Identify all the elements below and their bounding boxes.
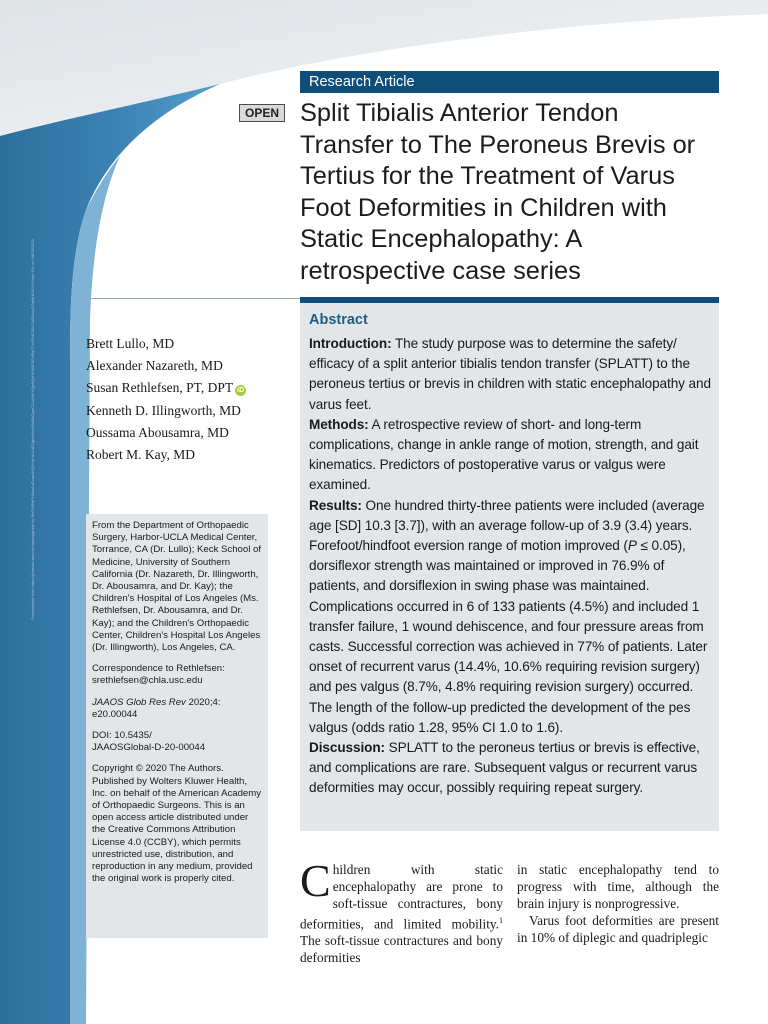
abstract-discussion (309, 738, 711, 799)
author-name: Kenneth D. Illingworth, MD (86, 402, 241, 418)
results-text: One hundred thirty-three patients were included (average age [SD] 10.3 [3.7]), with an average follow-up of 3.9 (3.4) years. Forefoot/hindfoot eversion range of motion improved ( (309, 497, 705, 554)
results-text-continued: ≤ 0.05), dorsiflexor strength was maintained or improved in 76.9% of patients, and dorsiflexion in swing phase was maintained. Complications occurred in 6 of 133 patients (4.5%) and included 1 transfer failure, 1 wound dehiscence, and four pressure areas from casts. Successful correction was achieved in 77% of patients. Later onset of recurrent varus (14.4%, 10.6% requiring revision surgery) and pes valgus (8.7%, 4.8% requiring revision surgery) occurred. The length of the follow-up predicted the development of the pes valgus (odds ratio 1.28, 95% CI 1.0 to 1.6). (309, 538, 708, 735)
author-name: Alexander Nazareth, MD (86, 358, 223, 374)
methods-text: A retrospective review of short- and long-term complications, change in ankle range of motion, strength, and gait kinematics. Predictors of postoperative varus or valgus were examined. (309, 416, 699, 493)
body-paragraph: in static encephalopathy tend to progress with time, although the brain injury is nonprogressive. (517, 862, 719, 911)
journal-name: JAAOS Glob Res Rev (92, 696, 186, 708)
title-rule-left (86, 298, 300, 299)
abstract-methods (309, 415, 711, 496)
reference-link[interactable]: 1 (499, 916, 503, 925)
open-access-badge: OPEN (239, 104, 285, 122)
results-label: Results: (309, 497, 362, 513)
affiliation-text: From the Department of Orthopaedic Surgery, Harbor-UCLA Medical Center, Torrance, CA (Dr. Lullo); Keck School of Medicine, University of Southern California (Dr. Nazareth, Dr. Illingworth, Dr. Abousamra, and Dr. Kay); the Children's Hospital of Los Angeles (Ms. Rethlefsen, Dr. Abousamra, and Dr. Kay); and the Children's Orthopaedic Center, Children's Hospital Los Angeles (Dr. Illingworth), Los Angeles, CA. (92, 520, 262, 654)
author-name: Robert M. Kay, MD (86, 447, 195, 463)
abstract-results (309, 496, 711, 738)
article-info-box (86, 514, 268, 938)
doi-label: DOI: 10.5435/ (92, 730, 152, 742)
methods-label: Methods: (309, 416, 369, 432)
body-paragraph (300, 855, 503, 966)
copyright-text: Copyright © 2020 The Authors. Published by Wolters Kluwer Health, Inc. on behalf of the American Academy of Orthopaedic Surgeons. This is an open access article distributed under the Creative Commons Attribution License 4.0 (CCBY), which permits unrestricted use, distribution, and reproduction in any medium, provided the original work is properly cited. (92, 763, 262, 885)
citation-info: 2020;4: e20.00044 (92, 696, 221, 720)
body-text: hildren with static encephalopathy are prone to soft-tissue contractures, bony deformities, and limited mobility. (300, 862, 503, 932)
correspondence (92, 663, 264, 687)
author-name-text: Susan Rethlefsen, PT, DPT (86, 380, 234, 396)
body-paragraph: Varus foot deformities are present in 10% of diplegic and quadriplegic (517, 913, 719, 945)
correspondence-label: Correspondence to Rethlefsen: (92, 663, 225, 675)
doi-value[interactable]: JAAOSGlobal-D-20-00044 (92, 742, 206, 754)
drop-cap: C (300, 855, 331, 906)
orcid-icon[interactable]: iD (237, 387, 245, 395)
introduction-label: Introduction: (309, 336, 392, 351)
abstract-heading: Abstract (309, 312, 368, 328)
discussion-text: SPLATT to the peroneus tertius or brevis is effective, and complications are rare. Subsequent valgus or recurrent varus deformities may occur, possibly requiring repeat surgery. (309, 740, 700, 796)
author-name: Brett Lullo, MD (86, 336, 175, 351)
doi (92, 730, 264, 754)
correspondence-email[interactable]: srethlefsen@chla.usc.edu (92, 675, 203, 687)
introduction-text: The study purpose was to determine the safety/ efficacy of a split anterior tibialis tendon transfer (SPLATT) to the peroneus tertius or brevis in children with static encephalopathy and varus feet. (309, 336, 711, 412)
p-value-symbol: P (627, 538, 637, 554)
article-title: Split Tibialis Anterior Tendon Transfer to The Peroneus Brevis or Tertius for the Treatment of Varus Foot Deformities in Children with Static Encephalopathy: A retrospective case series (300, 99, 696, 285)
body-text-continued: The soft-tissue contractures and bony deformities (300, 933, 503, 966)
discussion-label: Discussion: (309, 740, 385, 756)
download-watermark-text: Downloaded from https://journals.lww.com/jaaosglobal by BhDMf5ePHKav1zEoum1tQfN4a+kJLhEZgbsIHo4XMi0hCywCX1AWnYQp/IlQrHD3i3D0OdRyi7TvSFl4Cf3VC4/OAVpDDa8KKGKV0Ymy+78= on 04/25/2024 (30, 239, 35, 620)
abstract-introduction (309, 334, 711, 415)
author-list (86, 333, 296, 466)
abstract-panel (300, 303, 719, 831)
journal-citation (92, 697, 264, 721)
body-column-right (517, 861, 719, 946)
article-type-banner: Research Article (300, 71, 719, 93)
author-name (86, 377, 296, 399)
body-column-left (300, 855, 503, 966)
author-name: Oussama Abousamra, MD (86, 424, 229, 440)
